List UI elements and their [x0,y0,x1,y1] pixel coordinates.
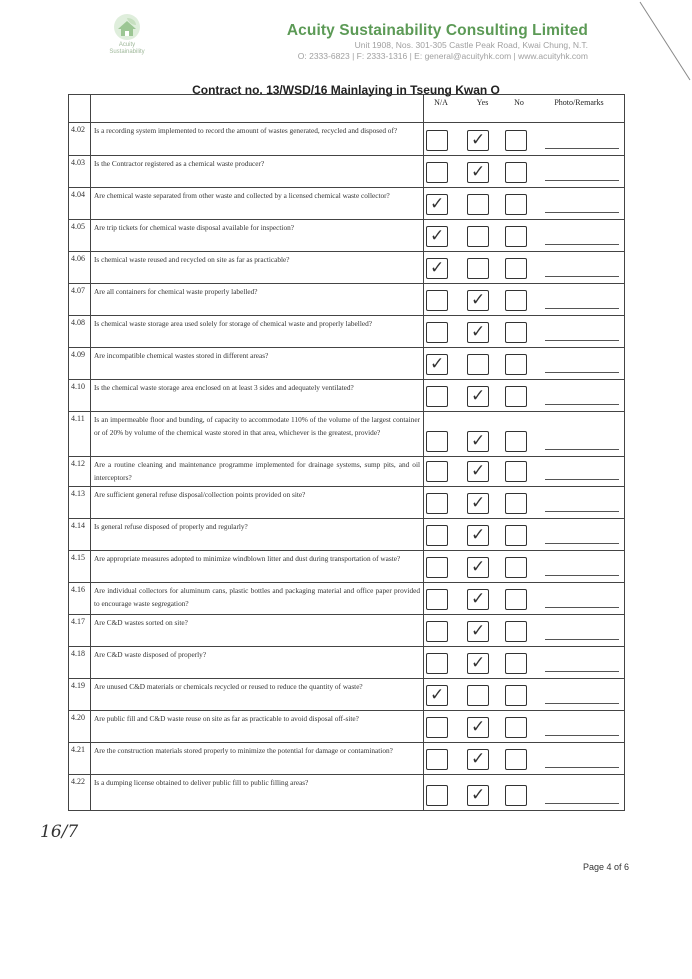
remarks-field[interactable] [545,671,619,672]
check-mark-icon: ✓ [430,226,445,246]
table-row [69,220,625,252]
check-mark-icon: ✓ [471,461,486,481]
answer-cell [424,123,625,156]
item-question: Are incompatible chemical wastes stored in different areas? [91,348,424,380]
no-checkbox[interactable] [505,226,527,247]
answer-cell [424,487,625,519]
answer-cell [424,743,625,775]
no-checkbox[interactable] [505,493,527,514]
yes-checkbox[interactable] [467,493,489,514]
yes-checkbox[interactable] [467,322,489,343]
item-question: Are public fill and C&D waste reuse on site as far as practicable to avoid disposal off-site? [91,711,424,743]
remarks-field[interactable] [545,244,619,245]
check-mark-icon: ✓ [471,386,486,406]
table-row [69,284,625,316]
yes-checkbox[interactable] [467,258,489,279]
contract-title: Contract no. 13/WSD/16 Mainlaying in Tseung Kwan O [192,83,500,97]
item-number: 4.13 [69,487,91,519]
na-checkbox[interactable] [426,493,448,514]
item-question: Are appropriate measures adopted to minimize windblown litter and dust during transportation of waste? [91,551,424,583]
yes-checkbox[interactable] [467,386,489,407]
yes-checkbox[interactable] [467,717,489,738]
check-mark-icon: ✓ [471,557,486,577]
na-checkbox[interactable] [426,525,448,546]
yes-checkbox[interactable] [467,653,489,674]
na-checkbox[interactable] [426,685,448,706]
item-question: Are trip tickets for chemical waste disposal available for inspection? [91,220,424,252]
item-question: Are C&D wastes sorted on site? [91,615,424,647]
na-checkbox[interactable] [426,258,448,279]
item-question: Are individual collectors for aluminum cans, plastic bottles and packaging material and office paper provided to encourage waste segregation? [91,583,424,615]
yes-checkbox[interactable] [467,685,489,706]
answer-cell [424,615,625,647]
item-number: 4.12 [69,457,91,487]
answer-cell [424,647,625,679]
na-checkbox[interactable] [426,717,448,738]
yes-checkbox[interactable] [467,194,489,215]
no-checkbox[interactable] [505,785,527,806]
remarks-field[interactable] [545,404,619,405]
column-yes-label: Yes [476,98,489,107]
company-contact: O: 2333-6823 | F: 2333-1316 | E: general@acuityhk.com | www.acuityhk.com [297,51,588,61]
check-mark-icon: ✓ [471,162,486,182]
table-row [69,316,625,348]
no-checkbox[interactable] [505,621,527,642]
leaf-house-icon [112,12,142,42]
item-number: 4.17 [69,615,91,647]
yes-checkbox[interactable] [467,557,489,578]
na-checkbox[interactable] [426,130,448,151]
table-row [69,647,625,679]
item-number: 4.03 [69,156,91,188]
na-checkbox[interactable] [426,431,448,452]
na-checkbox[interactable] [426,290,448,311]
yes-checkbox[interactable] [467,354,489,375]
na-checkbox[interactable] [426,354,448,375]
item-question: Is a recording system implemented to record the amount of wastes generated, recycled and disposed of? [91,123,424,156]
check-mark-icon: ✓ [471,431,486,451]
answer-cell [424,380,625,412]
item-number: 4.16 [69,583,91,615]
no-checkbox[interactable] [505,322,527,343]
check-mark-icon: ✓ [471,493,486,513]
column-na-label: N/A [434,98,448,107]
yes-checkbox[interactable] [467,589,489,610]
table-row [69,188,625,220]
remarks-field[interactable] [545,180,619,181]
no-checkbox[interactable] [505,258,527,279]
answer-cell [424,711,625,743]
column-no-label: No [514,98,524,107]
check-mark-icon: ✓ [471,322,486,342]
company-header [287,22,588,62]
table-row [69,551,625,583]
item-number: 4.08 [69,316,91,348]
no-checkbox[interactable] [505,386,527,407]
na-checkbox[interactable] [426,557,448,578]
scan-edge-line [632,0,692,90]
yes-checkbox[interactable] [467,226,489,247]
item-number: 4.11 [69,412,91,457]
no-checkbox[interactable] [505,162,527,183]
answer-cell [424,412,625,457]
table-row [69,252,625,284]
item-number: 4.05 [69,220,91,252]
header-question-cell [91,95,424,123]
table-row [69,519,625,551]
answer-cell [424,775,625,811]
remarks-field[interactable] [545,479,619,480]
check-mark-icon: ✓ [471,785,486,805]
item-question: Is general refuse disposed of properly and regularly? [91,519,424,551]
check-mark-icon: ✓ [471,653,486,673]
header-answer-cell [424,95,625,123]
no-checkbox[interactable] [505,354,527,375]
remarks-field[interactable] [545,575,619,576]
item-question: Are the construction materials stored properly to minimize the potential for damage or contamination? [91,743,424,775]
na-checkbox[interactable] [426,461,448,482]
yes-checkbox[interactable] [467,130,489,151]
item-number: 4.20 [69,711,91,743]
na-checkbox[interactable] [426,322,448,343]
yes-checkbox[interactable] [467,431,489,452]
logo-text-line-1: Acuity [118,42,136,48]
no-checkbox[interactable] [505,557,527,578]
remarks-field[interactable] [545,276,619,277]
answer-cell [424,156,625,188]
item-question: Is an impermeable floor and bunding, of capacity to accommodate 110% of the volume of the largest container or of 20% by volume of the chemical waste stored in that area, whichever is the greatest, provide? [91,412,424,457]
na-checkbox[interactable] [426,785,448,806]
logo-text-line-2: Sustainability [109,49,145,55]
answer-cell [424,519,625,551]
table-row [69,743,625,775]
company-name: Acuity Sustainability Consulting Limited [286,22,588,39]
item-number: 4.04 [69,188,91,220]
check-mark-icon: ✓ [430,685,445,705]
na-checkbox[interactable] [426,749,448,770]
item-question: Is a dumping license obtained to deliver public fill to public filling areas? [91,775,424,811]
na-checkbox[interactable] [426,621,448,642]
item-question: Are C&D waste disposed of properly? [91,647,424,679]
check-mark-icon: ✓ [471,749,486,769]
yes-checkbox[interactable] [467,461,489,482]
check-mark-icon: ✓ [471,717,486,737]
item-question: Is chemical waste storage area used solely for storage of chemical waste and properly labelled? [91,316,424,348]
no-checkbox[interactable] [505,461,527,482]
item-number: 4.07 [69,284,91,316]
remarks-field[interactable] [545,735,619,736]
no-checkbox[interactable] [505,431,527,452]
answer-cell [424,284,625,316]
item-number: 4.21 [69,743,91,775]
yes-checkbox[interactable] [467,290,489,311]
check-mark-icon: ✓ [471,290,486,310]
yes-checkbox[interactable] [467,785,489,806]
table-row [69,711,625,743]
answer-cell [424,220,625,252]
table-row [69,380,625,412]
remarks-field[interactable] [545,449,619,450]
remarks-field[interactable] [545,803,619,804]
header-num-cell [69,95,91,123]
item-number: 4.14 [69,519,91,551]
remarks-field[interactable] [545,372,619,373]
no-checkbox[interactable] [505,130,527,151]
table-row [69,412,625,457]
item-number: 4.09 [69,348,91,380]
remarks-field[interactable] [545,543,619,544]
table-header-row [69,95,625,123]
yes-checkbox[interactable] [467,621,489,642]
answer-cell [424,457,625,487]
na-checkbox[interactable] [426,589,448,610]
table-row [69,615,625,647]
remarks-field[interactable] [545,511,619,512]
yes-checkbox[interactable] [467,749,489,770]
yes-checkbox[interactable] [467,162,489,183]
no-checkbox[interactable] [505,653,527,674]
answer-cell [424,188,625,220]
no-checkbox[interactable] [505,749,527,770]
remarks-field[interactable] [545,703,619,704]
table-row [69,775,625,811]
remarks-field[interactable] [545,340,619,341]
item-question: Are unused C&D materials or chemicals recycled or reused to reduce the quantity of waste? [91,679,424,711]
item-question: Is the Contractor registered as a chemical waste producer? [91,156,424,188]
column-remarks-label: Photo/Remarks [554,98,604,107]
item-question: Are sufficient general refuse disposal/collection points provided on site? [91,487,424,519]
na-checkbox[interactable] [426,653,448,674]
na-checkbox[interactable] [426,386,448,407]
answer-cell [424,583,625,615]
table-row [69,583,625,615]
check-mark-icon: ✓ [471,589,486,609]
no-checkbox[interactable] [505,685,527,706]
check-mark-icon: ✓ [471,525,486,545]
table-row [69,348,625,380]
check-mark-icon: ✓ [471,621,486,641]
no-checkbox[interactable] [505,717,527,738]
item-number: 4.06 [69,252,91,284]
na-checkbox[interactable] [426,194,448,215]
answer-cell [424,348,625,380]
check-mark-icon: ✓ [430,258,445,278]
answer-cell [424,679,625,711]
table-row [69,156,625,188]
item-number: 4.19 [69,679,91,711]
answer-cell [424,316,625,348]
page-number: Page 4 of 6 [582,862,629,872]
item-number: 4.10 [69,380,91,412]
table-row [69,679,625,711]
company-logo [92,12,162,68]
item-number: 4.22 [69,775,91,811]
no-checkbox[interactable] [505,290,527,311]
remarks-field[interactable] [545,148,619,149]
handwritten-note: 16/7 [40,822,79,842]
na-checkbox[interactable] [426,226,448,247]
no-checkbox[interactable] [505,525,527,546]
remarks-field[interactable] [545,212,619,213]
item-number: 4.18 [69,647,91,679]
check-mark-icon: ✓ [471,130,486,150]
answer-cell [424,252,625,284]
item-question: Are chemical waste separated from other waste and collected by a licensed chemical waste collector? [91,188,424,220]
remarks-field[interactable] [545,767,619,768]
yes-checkbox[interactable] [467,525,489,546]
remarks-field[interactable] [545,308,619,309]
no-checkbox[interactable] [505,194,527,215]
remarks-field[interactable] [545,607,619,608]
item-question: Is the chemical waste storage area enclosed on at least 3 sides and adequately ventilated? [91,380,424,412]
check-mark-icon: ✓ [430,354,445,374]
table-row [69,487,625,519]
item-number: 4.15 [69,551,91,583]
no-checkbox[interactable] [505,589,527,610]
item-number: 4.02 [69,123,91,156]
remarks-field[interactable] [545,639,619,640]
answer-cell [424,551,625,583]
table-row [69,457,625,487]
company-address: Unit 1908, Nos. 301-305 Castle Peak Road, Kwai Chung, N.T. [354,40,588,50]
table-row [69,123,625,156]
item-question: Are a routine cleaning and maintenance programme implemented for drainage systems, sump pits, and oil interceptors? [91,457,424,487]
waste-checklist-table [68,94,625,811]
item-question: Is chemical waste reused and recycled on site as far as practicable? [91,252,424,284]
na-checkbox[interactable] [426,162,448,183]
item-question: Are all containers for chemical waste properly labelled? [91,284,424,316]
check-mark-icon: ✓ [430,194,445,214]
